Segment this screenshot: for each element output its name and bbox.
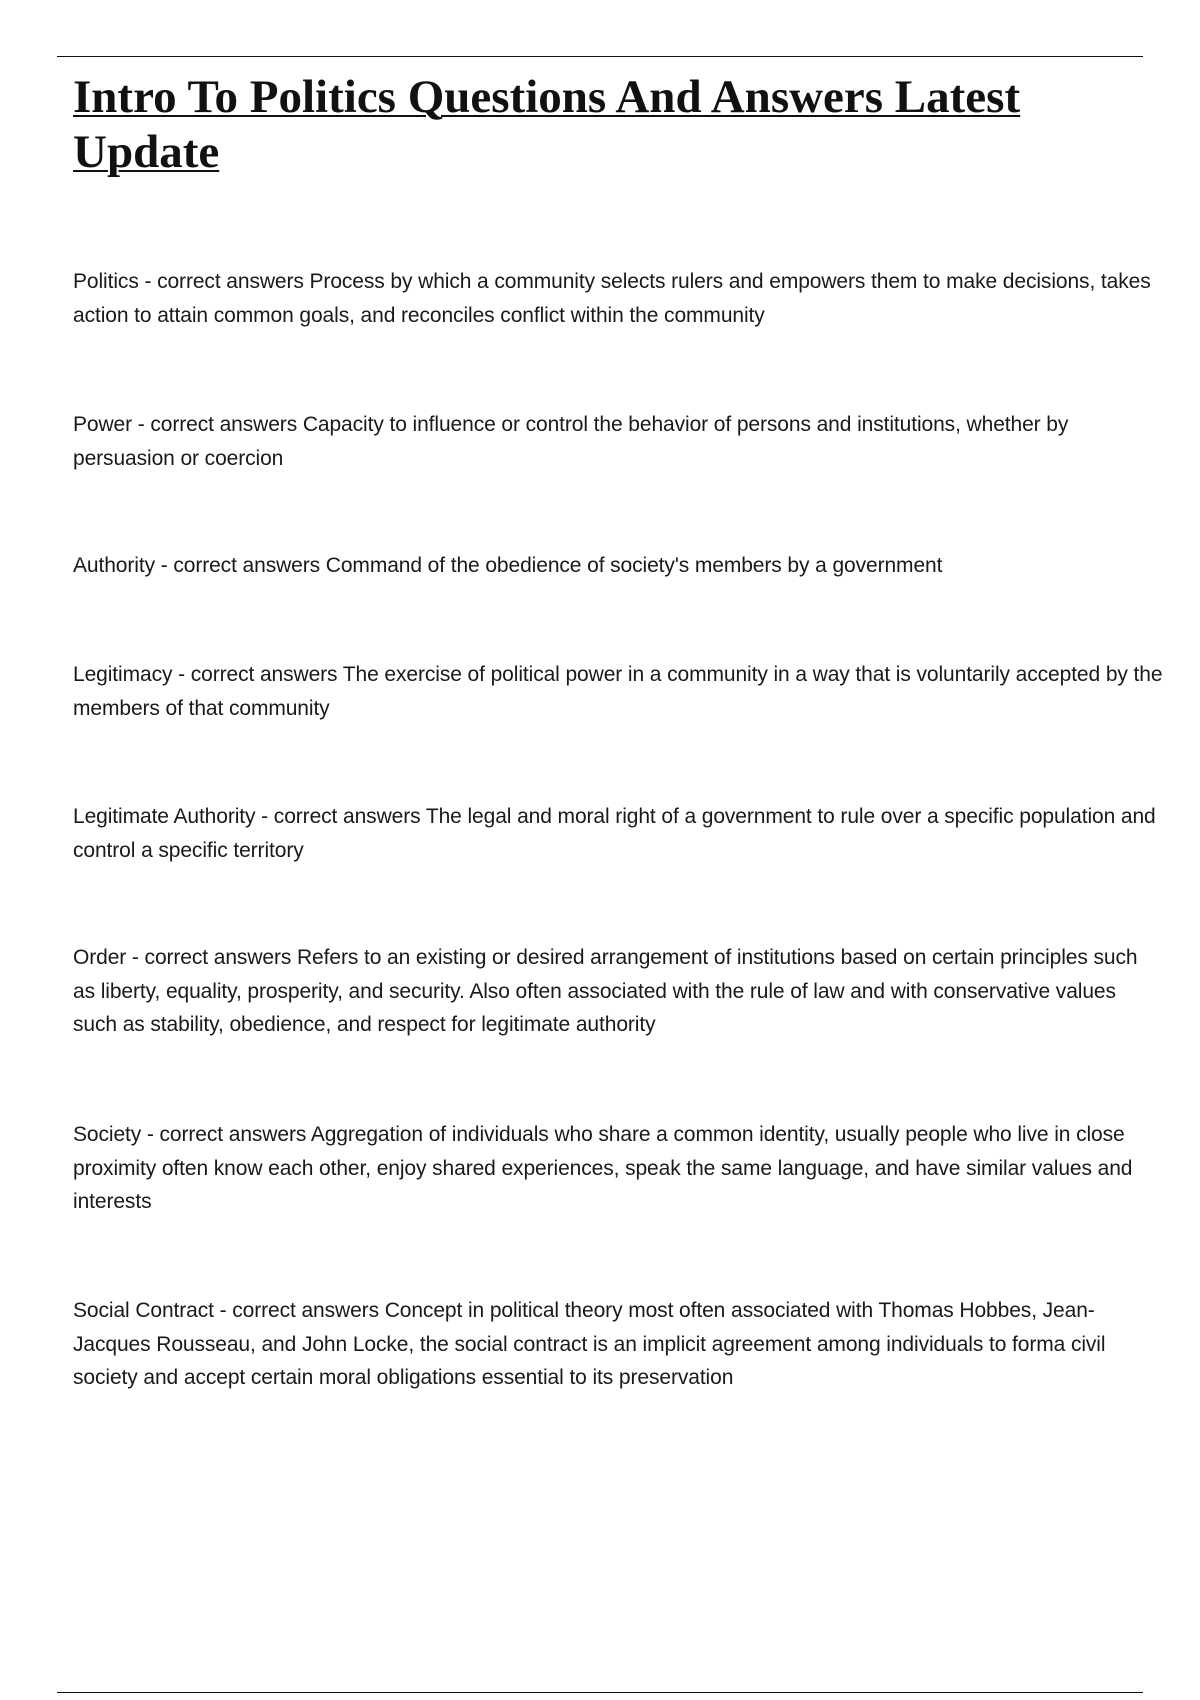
entry-social-contract: Social Contract - correct answers Concept in political theory most often associated with Thomas Hobbes, Jean-Jacques Rousseau, and John Locke, the social contract is an implicit agreement among individuals to forma civil society and accept certain moral obligations essential to its preservation bbox=[73, 1299, 1106, 1389]
entry-politics: Politics - correct answers Process by which a community selects rulers and empowers them to make decisions, takes action to attain common goals, and reconciles conflict within the community bbox=[73, 270, 1151, 327]
entry-legitimate-authority: Legitimate Authority - correct answers The legal and moral right of a government to rule over a specific population and control a specific territory bbox=[73, 805, 1156, 862]
entry-power: Power - correct answers Capacity to influence or control the behavior of persons and institutions, whether by persuasion or coercion bbox=[73, 413, 1069, 470]
entry-legitimacy: Legitimacy - correct answers The exercise of political power in a community in a way that is voluntarily accepted by the members of that community bbox=[73, 663, 1163, 720]
entry-society: Society - correct answers Aggregation of individuals who share a common identity, usually people who live in close proximity often know each other, enjoy shared experiences, speak the same language, and have similar values and interests bbox=[73, 1123, 1133, 1213]
entry-authority: Authority - correct answers Command of the obedience of society's members by a government bbox=[73, 554, 943, 577]
entry-order: Order - correct answers Refers to an existing or desired arrangement of institutions based on certain principles such as liberty, equality, prosperity, and security. Also often associated with the rule of law and with conservative values such as stability, obedience, and respect for legitimate authority bbox=[73, 946, 1138, 1036]
document-title: Intro To Politics Questions And Answers Latest Update bbox=[73, 71, 1021, 178]
bottom-divider bbox=[57, 1692, 1143, 1693]
top-divider bbox=[57, 56, 1143, 57]
